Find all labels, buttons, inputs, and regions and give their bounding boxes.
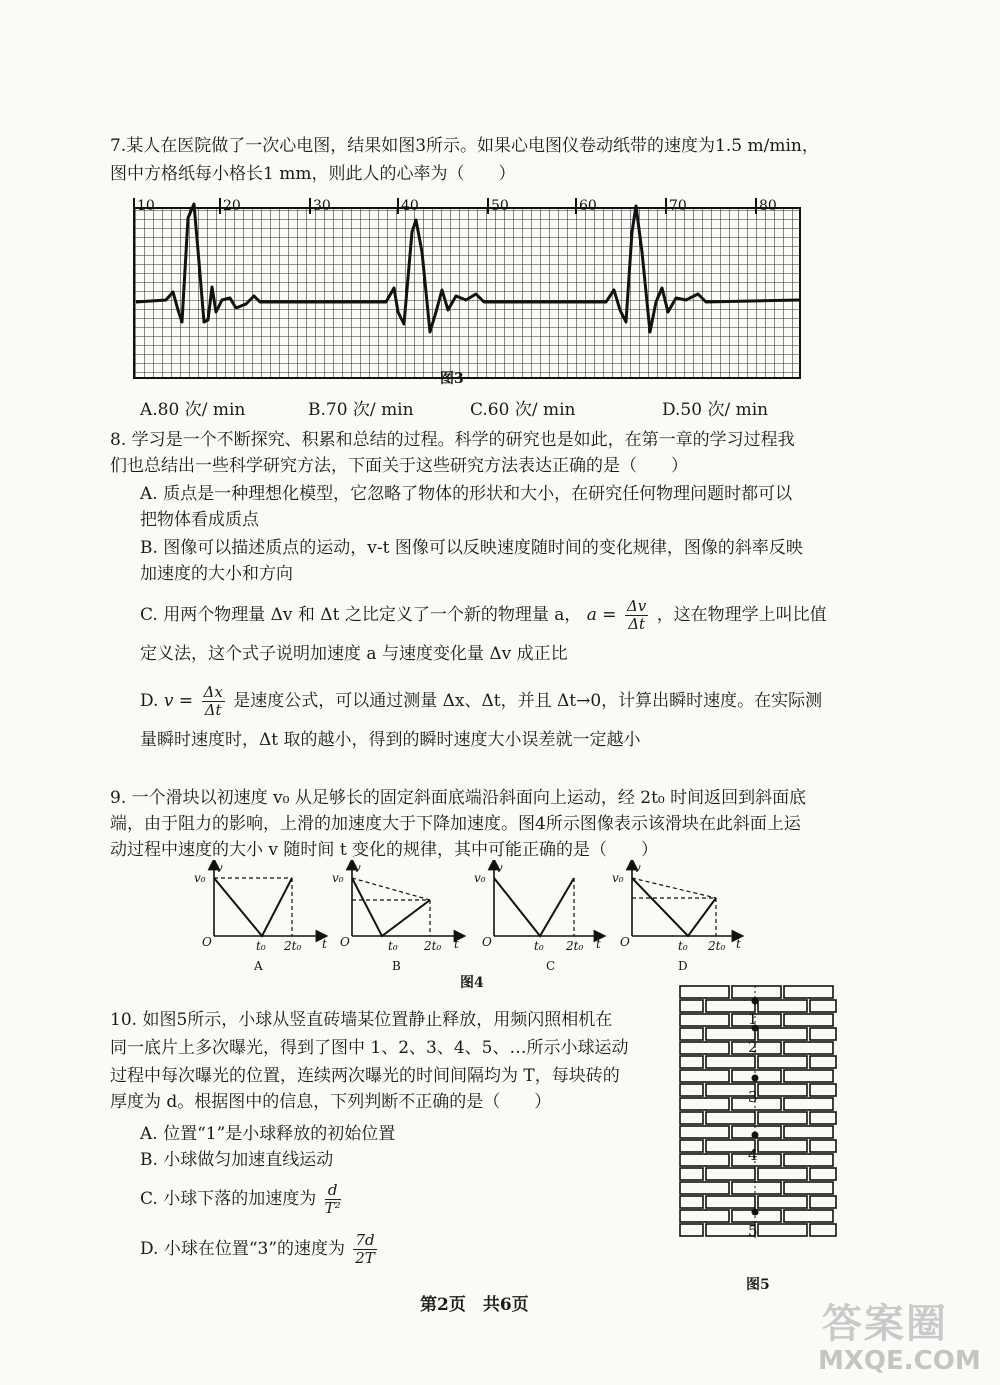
q7-stem-line1: 7.某人在医院做了一次心电图，结果如图3所示。如果心电图仪卷动纸带的速度为1.5 m/min， xyxy=(110,136,819,156)
ecg-tick-60: 60 xyxy=(579,198,597,214)
brick xyxy=(680,1098,729,1110)
figure4-caption: 图4 xyxy=(460,975,484,991)
q10-option-c-fraction: $\frac{d}{\text{T²}}$ xyxy=(324,1181,341,1217)
q8-option-d-fraction: $\frac{\Delta x}{\Delta t}$ xyxy=(203,683,223,719)
q10-option-d[interactable] xyxy=(140,1232,380,1267)
q8-stem-line2: 们也总结出一些科学研究方法，下面关于这些研究方法表达正确的是（ ） xyxy=(110,456,688,476)
graph-a-origin: O xyxy=(202,935,212,949)
brick xyxy=(758,1028,807,1040)
brick xyxy=(680,1014,729,1026)
graph-c-label: C xyxy=(546,959,556,973)
brick xyxy=(706,1196,755,1208)
brick xyxy=(784,1014,833,1026)
brick xyxy=(784,1182,833,1194)
q8-option-c-text: C. 用两个物理量 Δv 和 Δt 之比定义了一个新的物理量 a， xyxy=(140,605,582,625)
brick xyxy=(732,1182,781,1194)
q8-option-d-line1[interactable] xyxy=(140,684,822,719)
graph-a-t0: t₀ xyxy=(256,939,266,953)
brick xyxy=(680,1070,729,1082)
graph-a-v: v xyxy=(216,861,223,875)
figure5-caption: 图5 xyxy=(746,1277,770,1293)
graph-a[interactable] xyxy=(194,861,327,973)
q8-option-c-line1[interactable] xyxy=(140,598,827,633)
q8-option-c-line2: 定义法，这个式子说明加速度 a 与速度变化量 Δv 成正比 xyxy=(140,644,568,664)
graph-b[interactable] xyxy=(332,861,460,973)
brick xyxy=(706,1168,755,1180)
graph-c-2t0: 2t₀ xyxy=(566,939,584,953)
brick xyxy=(680,1182,729,1194)
q10-option-a[interactable]: A. 位置“1”是小球释放的初始位置 xyxy=(140,1124,396,1144)
q9-stem-line3: 动过程中速度的大小 v 随时间 t 变化的规律，其中可能正确的是（ ） xyxy=(110,840,659,860)
q8-option-c-eq: a = xyxy=(586,605,617,625)
brick xyxy=(784,986,833,998)
brick xyxy=(680,1056,703,1068)
brick xyxy=(758,1056,807,1068)
brick xyxy=(810,1084,836,1096)
brick-wall-figure xyxy=(678,984,840,1262)
brick xyxy=(758,1000,807,1012)
graph-b-t0: t₀ xyxy=(388,939,398,953)
brick xyxy=(784,1070,833,1082)
graph-a-label: A xyxy=(254,959,263,973)
graph-a-2t0: 2t₀ xyxy=(284,939,302,953)
page-footer: 第2页 共6页 xyxy=(420,1295,529,1315)
ball-position-1 xyxy=(752,998,759,1005)
graph-b-t: t xyxy=(454,937,459,951)
watermark-url: MXQE.COM xyxy=(818,1346,981,1376)
graph-c[interactable] xyxy=(474,861,601,973)
brick xyxy=(706,1112,755,1124)
ecg-tick-10: 10 xyxy=(137,198,155,214)
brick xyxy=(784,1098,833,1110)
q10-option-d-text: D. 小球在位置“3”的速度为 xyxy=(140,1239,346,1259)
q7-option-a[interactable]: A.80 次/ min xyxy=(140,400,246,420)
q9-stem-line1: 9. 一个滑块以初速度 v₀ 从足够长的固定斜面底端沿斜面向上运动，经 2t₀ 时间返回到斜面底 xyxy=(110,788,807,808)
graph-c-t: t xyxy=(596,937,601,951)
graph-a-t: t xyxy=(322,937,327,951)
brick xyxy=(810,1224,836,1236)
q10-option-c[interactable] xyxy=(140,1182,344,1217)
brick xyxy=(810,1168,836,1180)
brick xyxy=(680,1084,703,1096)
brick xyxy=(758,1084,807,1096)
q10-stem-line3: 过程中每次曝光的位置，连续两次曝光的时间间隔均为 T，每块砖的 xyxy=(110,1066,620,1086)
graph-b-v0: v₀ xyxy=(332,871,344,885)
q8-option-c-text-tail: ，这在物理学上叫比值 xyxy=(656,605,827,625)
q10-stem-line1: 10. 如图5所示，小球从竖直砖墙某位置静止释放，用频闪照相机在 xyxy=(110,1010,613,1030)
graph-c-t0: t₀ xyxy=(534,939,544,953)
brick xyxy=(784,1126,833,1138)
ecg-figure xyxy=(126,192,806,384)
brick xyxy=(758,1224,807,1236)
brick xyxy=(680,1224,703,1236)
graph-d-t0: t₀ xyxy=(678,939,688,953)
brick xyxy=(680,986,729,998)
brick xyxy=(810,1140,836,1152)
ecg-tick-50: 50 xyxy=(491,198,509,214)
ecg-grid xyxy=(134,208,800,378)
ball-position-4 xyxy=(752,1132,759,1139)
brick-wall xyxy=(680,986,836,1236)
brick xyxy=(784,1210,833,1222)
graph-c-v0: v₀ xyxy=(474,871,486,885)
brick xyxy=(758,1196,807,1208)
brick xyxy=(810,1112,836,1124)
ecg-tick-40: 40 xyxy=(401,198,419,214)
position-label-4: 4 xyxy=(748,1146,758,1164)
position-label-1: 1 xyxy=(748,1010,758,1028)
brick xyxy=(706,1056,755,1068)
q10-stem-line4: 厚度为 d。根据图中的信息，下列判断不正确的是（ ） xyxy=(110,1092,552,1112)
ball-position-3 xyxy=(752,1075,759,1082)
brick xyxy=(680,1210,729,1222)
q9-stem-line2: 端，由于阻力的影响，上滑的加速度大于下降加速度。图4所示图像表示该滑块在此斜面上运 xyxy=(110,814,801,834)
q7-option-b[interactable]: B.70 次/ min xyxy=(308,400,414,420)
graph-c-v: v xyxy=(496,861,503,875)
q8-option-b-line2: 加速度的大小和方向 xyxy=(140,564,293,584)
q7-stem-line2: 图中方格纸每小格长1 mm，则此人的心率为（ ） xyxy=(110,164,516,184)
ecg-tick-20: 20 xyxy=(223,198,241,214)
brick xyxy=(680,1196,703,1208)
brick xyxy=(758,1168,807,1180)
figure3-caption: 图3 xyxy=(440,371,464,387)
brick xyxy=(680,1042,729,1054)
graph-d-2t0: 2t₀ xyxy=(708,939,726,953)
graph-d-t: t xyxy=(736,937,741,951)
figure4-graphs xyxy=(192,860,752,975)
graph-b-2t0: 2t₀ xyxy=(424,939,442,953)
brick xyxy=(758,1140,807,1152)
ball-position-5 xyxy=(752,1209,759,1216)
brick xyxy=(680,1028,703,1040)
q8-option-a-line1[interactable]: A. 质点是一种理想化模型，它忽略了物体的形状和大小，在研究任何物理问题时都可以 xyxy=(140,484,793,504)
q10-stem-line2: 同一底片上多次曝光，得到了图中 1、2、3、4、5、…所示小球运动 xyxy=(110,1038,629,1058)
graph-d-v: v xyxy=(634,861,641,875)
brick xyxy=(758,1112,807,1124)
q10-option-b[interactable]: B. 小球做匀加速直线运动 xyxy=(140,1150,334,1170)
q10-option-d-fraction: $\frac{7d}{2T}$ xyxy=(355,1231,375,1267)
q8-option-b-line1[interactable]: B. 图像可以描述质点的运动，v-t 图像可以反映速度随时间的变化规律，图像的斜率反映 xyxy=(140,538,803,558)
brick xyxy=(810,1000,836,1012)
brick xyxy=(680,1000,703,1012)
position-label-3: 3 xyxy=(748,1088,758,1106)
ecg-tick-30: 30 xyxy=(313,198,331,214)
q8-stem-line1: 8. 学习是一个不断探究、积累和总结的过程。科学的研究也是如此，在第一章的学习过程我 xyxy=(110,430,795,450)
ecg-tick-80: 80 xyxy=(759,198,777,214)
ecg-tick-70: 70 xyxy=(669,198,687,214)
brick xyxy=(680,1140,703,1152)
q8-option-d-text: 是速度公式，可以通过测量 Δx、Δt，并且 Δt→0，计算出瞬时速度。在实际测 xyxy=(233,691,823,711)
q8-option-d-eq: v = xyxy=(163,691,194,711)
graph-b-origin: O xyxy=(340,935,350,949)
position-label-5: 5 xyxy=(748,1222,758,1240)
brick xyxy=(680,1112,703,1124)
position-label-2: 2 xyxy=(748,1038,758,1056)
q8-option-d-line2: 量瞬时速度时，Δt 取的越小，得到的瞬时速度大小误差就一定越小 xyxy=(140,730,641,750)
brick xyxy=(810,1056,836,1068)
brick xyxy=(732,986,781,998)
brick xyxy=(784,1154,833,1166)
graph-b-label: B xyxy=(392,959,401,973)
q7-option-d[interactable]: D.50 次/ min xyxy=(662,400,769,420)
graph-b-v: v xyxy=(354,861,361,875)
graph-d-origin: O xyxy=(620,935,630,949)
q10-option-c-text: C. 小球下落的加速度为 xyxy=(140,1189,317,1209)
brick xyxy=(810,1028,836,1040)
q8-option-c-fraction: $\frac{\Delta v}{\Delta t}$ xyxy=(626,597,647,633)
graph-c-origin: O xyxy=(482,935,492,949)
graph-d-label: D xyxy=(678,959,688,973)
brick xyxy=(784,1042,833,1054)
q8-option-d-label: D. xyxy=(140,691,159,711)
brick xyxy=(680,1154,729,1166)
watermark-logo: 答案圈 xyxy=(822,1301,948,1347)
graph-d-v0: v₀ xyxy=(612,871,624,885)
graph-d[interactable] xyxy=(612,861,741,973)
graph-a-v0: v₀ xyxy=(194,871,206,885)
q8-option-a-line2: 把物体看成质点 xyxy=(140,510,259,530)
q7-option-c[interactable]: C.60 次/ min xyxy=(470,400,576,420)
brick xyxy=(810,1196,836,1208)
brick xyxy=(680,1126,729,1138)
brick xyxy=(680,1168,703,1180)
